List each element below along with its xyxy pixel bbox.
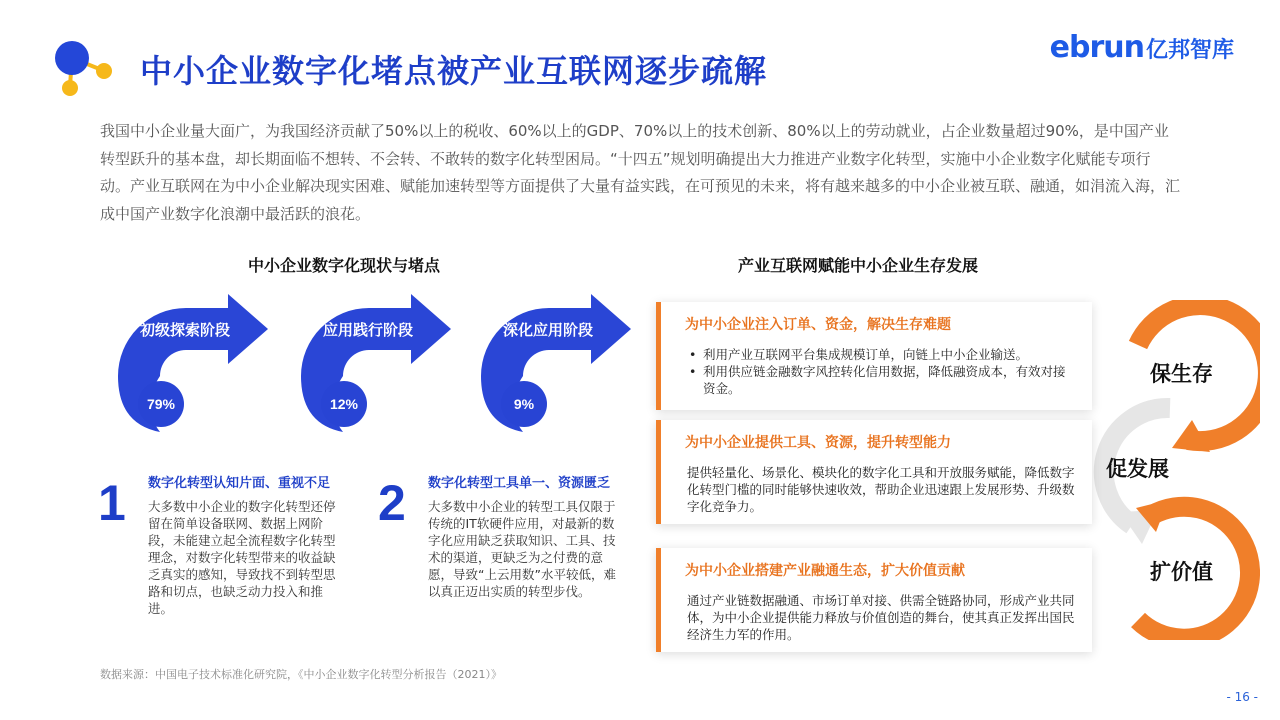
card-title: 为中小企业提供工具、资源，提升转型能力 <box>685 435 951 451</box>
card-bullet-list <box>687 346 1077 397</box>
curved-arrow-icon <box>283 294 463 444</box>
card-bullet: • 利用产业互联网平台集成规模订单，向链上中小企业输送。 <box>687 346 1077 363</box>
page-title: 中小企业数字化堵点被产业互联网逐步疏解 <box>140 52 768 90</box>
data-source: 数据来源：中国电子技术标准化研究院，《中小企业数字化转型分析报告（2021）》 <box>100 668 502 681</box>
card-body: 通过产业链数据融通、市场订单对接、供需全链路协同，形成产业共同体，为中小企业提供能力释放与价值创造的舞台，使其真正发挥出国民经济生力军的作用。 <box>687 593 1075 642</box>
cycle-label-develop: 促发展 <box>1106 457 1169 481</box>
stage-1 <box>100 294 280 444</box>
card-bullet: • 利用供应链金融数字风控转化信用数据，降低融资成本，有效对接资金。 <box>687 363 1077 397</box>
stage-3 <box>463 294 643 444</box>
stage-label: 初级探索阶段 <box>139 321 230 339</box>
empower-card-2 <box>656 420 1092 524</box>
stage-2 <box>283 294 463 444</box>
pain-point-body: 大多数中小企业的数字化转型还停留在简单设备联网、数据上网阶段，未能建立起全流程数字化转型理念，对数字化转型带来的收益缺乏真实的感知，导致找不到转型思路和切点，也缺乏动力投入和推进。 <box>148 499 336 616</box>
pain-point-number: 2 <box>378 475 406 531</box>
stage-percent-badge: 79% <box>138 381 184 427</box>
card-title: 为中小企业注入订单、资金，解决生存难题 <box>685 317 951 333</box>
empower-card-3 <box>656 548 1092 652</box>
page-number: - 16 - <box>1226 690 1258 704</box>
card-body <box>687 346 1077 397</box>
pain-point-body: 大多数中小企业的转型工具仅限于传统的IT软硬件应用，对最新的数字化应用缺乏获取知识、工具、技术的渠道，更缺乏为之付费的意愿，导致“上云用数”水平较低，难以真正迈出实质的转型步伐。 <box>428 499 616 599</box>
pain-point-title: 数字化转型工具单一、资源匮乏 <box>428 476 611 491</box>
left-section-title: 中小企业数字化现状与堵点 <box>248 256 441 275</box>
empower-card-1 <box>656 302 1092 410</box>
card-title: 为中小企业搭建产业融通生态，扩大价值贡献 <box>685 563 965 579</box>
brand-logo-en: ebrun <box>1049 30 1144 65</box>
curved-arrow-icon <box>463 294 643 444</box>
header-logo-icon <box>50 38 124 102</box>
card-body: 提供轻量化、场景化、模块化的数字化工具和开放服务赋能，降低数字化转型门槛的同时能够快速收效，帮助企业迅速跟上发展形势、升级数字化竞争力。 <box>687 465 1075 514</box>
pain-point-number: 1 <box>98 475 126 531</box>
stage-percent-badge: 12% <box>321 381 367 427</box>
stage-percent-badge: 9% <box>501 381 547 427</box>
cycle-label-value: 扩价值 <box>1150 560 1213 584</box>
stage-label: 应用践行阶段 <box>322 321 413 339</box>
intro-paragraph: 我国中小企业量大面广，为我国经济贡献了50%以上的税收、60%以上的GDP、70%以上的技术创新、80%以上的劳动就业，占企业数量超过90%，是中国产业转型跃升的基本盘，却长期面临不想转、不会转、不敢转的数字化转型困局。“十四五”规划明确提出大力推进产业数字化转型，实施中小企业数字化赋能专项行动。产业互联网在为中小企业解决现实困难、赋能加速转型等方面提供了大量有益实践，在可预见的未来，将有越来越多的中小企业被互联、融通，如涓流入海，汇成中国产业数字化浪潮中最活跃的浪花。 <box>100 122 1181 223</box>
right-section-title: 产业互联网赋能中小企业生存发展 <box>738 256 979 275</box>
curved-arrow-icon <box>100 294 280 444</box>
stage-label: 深化应用阶段 <box>502 321 593 339</box>
cycle-label-survive: 保生存 <box>1150 362 1213 386</box>
brand-logo-cn: 亿邦智库 <box>1145 38 1234 63</box>
brand-logo <box>1050 30 1234 65</box>
pain-point-title: 数字化转型认知片面、重视不足 <box>148 476 331 491</box>
